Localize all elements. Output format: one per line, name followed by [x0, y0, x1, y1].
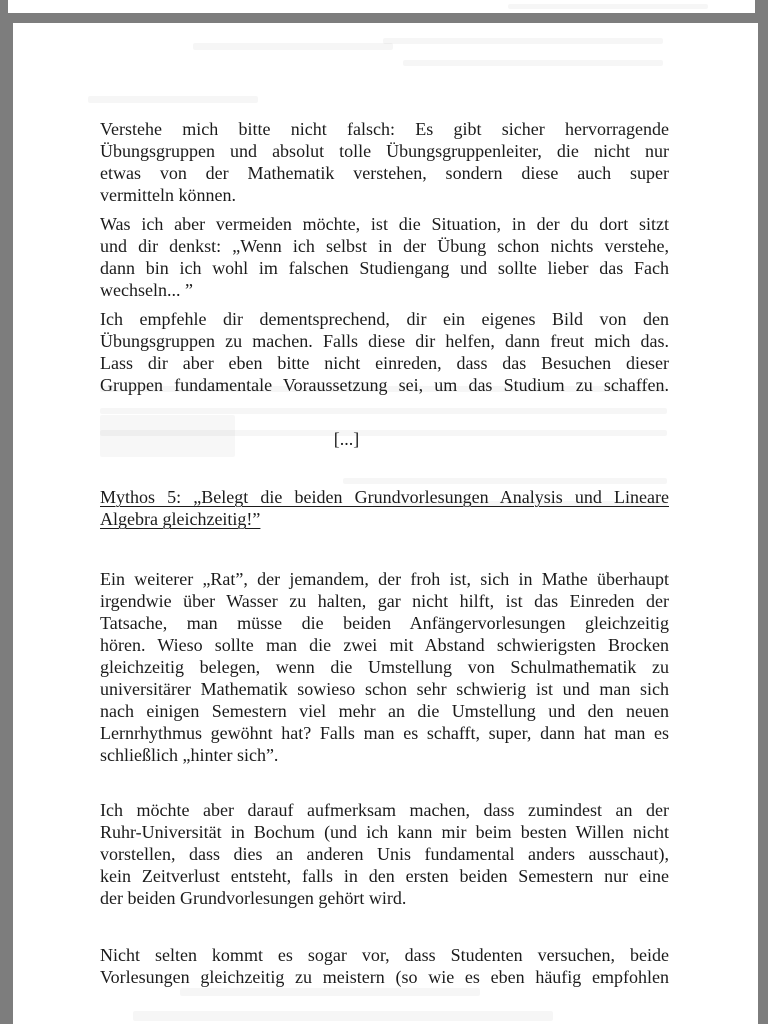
text-line: kein Zeitverlust entsteht, falls in den ersten beiden Semestern nur eine	[100, 866, 669, 886]
text-line: vorstellen, dass dies an anderen Unis fundamental anders ausschaut),	[100, 844, 669, 864]
text-line: Ich empfehle dir dementsprechend, dir ein eigenes Bild von den	[100, 309, 669, 329]
text-line: Übungsgruppen und absolut tolle Übungsgruppenleiter, die nicht nur	[100, 141, 669, 161]
show-through-text-ghost	[383, 38, 663, 44]
text-line: Vorlesungen gleichzeitig zu meistern (so wie es eben häufig empfohlen	[100, 967, 669, 987]
text-line: Gruppen fundamentale Voraussetzung sei, um das Studium zu schaffen.	[100, 375, 669, 395]
text-line: dann bin ich wohl im falschen Studiengang und sollte lieber das Fach	[100, 258, 669, 278]
text-line: Lass dir aber eben bitte nicht einreden, dass das Besuchen dieser	[100, 353, 669, 373]
mythos-5-section-heading	[100, 486, 669, 530]
text-line: Tatsache, man müsse die beiden Anfängervorlesungen gleichzeitig	[100, 613, 669, 633]
text-line: Ich möchte aber darauf aufmerksam machen, dass zumindest an der	[100, 800, 669, 820]
page-text-block	[100, 118, 669, 995]
show-through-text-ghost	[88, 96, 258, 103]
show-through-text-ghost	[133, 1011, 553, 1021]
text-line: Mythos 5: „Belegt die beiden Grundvorlesungen Analysis und Lineare	[100, 487, 669, 507]
text-line: und dir denkst: „Wenn ich selbst in der Übung schon nichts verstehe,	[100, 236, 669, 256]
text-line: universitärer Mathematik sowieso schon sehr schwierig ist und man sich	[100, 679, 669, 699]
text-line: etwas von der Mathematik verstehen, sondern diese auch super	[100, 163, 669, 183]
paragraph-nicht-selten	[100, 944, 669, 988]
text-line: gleichzeitig belegen, wenn die Umstellung von Schulmathematik zu	[100, 657, 669, 677]
text-line: der beiden Grundvorlesungen gehört wird.	[100, 888, 407, 908]
paragraph-uebungsgruppen-lob	[100, 118, 669, 206]
show-through-text-ghost	[508, 4, 708, 9]
text-line: Ruhr-Universität in Bochum (und ich kann mir beim besten Willen nicht	[100, 822, 669, 842]
text-line: Ein weiterer „Rat”, der jemandem, der froh ist, sich in Mathe überhaupt	[100, 569, 669, 589]
previous-page-bottom-edge	[8, 0, 755, 13]
text-line: vermitteln können.	[100, 185, 236, 205]
paragraph-eigenes-bild	[100, 308, 669, 396]
text-line: Algebra gleichzeitig!”	[100, 509, 261, 529]
paragraph-weiterer-rat	[100, 568, 669, 766]
text-line: Lernrhythmus gewöhnt hat? Falls man es schafft, super, dann hat man es	[100, 723, 669, 743]
omission-marker: [...]	[333, 429, 360, 449]
text-line: Nicht selten kommt es sogar vor, dass Studenten versuchen, beide	[100, 945, 669, 965]
paragraph-situation-vermeiden	[100, 213, 669, 301]
text-line: schließlich „hinter sich”.	[100, 745, 279, 765]
show-through-text-ghost	[193, 43, 393, 50]
text-line: hören. Wieso sollte man die zwei mit Abstand schwierigsten Brocken	[100, 635, 669, 655]
text-line: Übungsgruppen zu machen. Falls diese dir helfen, dann freut mich das.	[100, 331, 669, 351]
text-line: irgendwie über Wasser zu halten, gar nicht hilft, ist das Einreden der	[100, 591, 669, 611]
paragraph-ruhr-universitaet	[100, 799, 669, 909]
text-line: Was ich aber vermeiden möchte, ist die Situation, in der du dort sitzt	[100, 214, 669, 234]
show-through-text-ghost	[403, 60, 663, 66]
text-line: nach einigen Semestern viel mehr an die Umstellung und den neuen	[100, 701, 669, 721]
text-line: Verstehe mich bitte nicht falsch: Es gibt sicher hervorragende	[100, 119, 669, 139]
text-line: wechseln... ”	[100, 280, 193, 300]
document-page	[13, 23, 758, 1024]
